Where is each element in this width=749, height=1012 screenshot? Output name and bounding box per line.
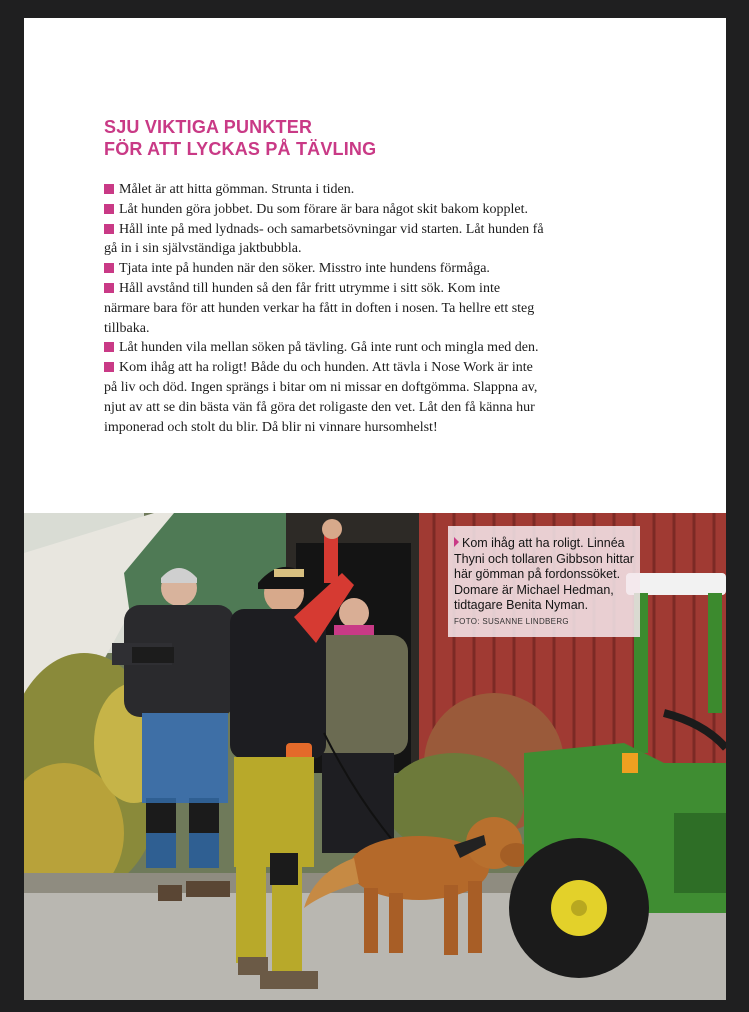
point-item: Håll inte på med lydnads- och samarbetsövningar vid starten. Låt hunden få gå in i sin självständiga jaktbubbla. [104,221,544,257]
point-item: Håll avstånd till hunden så den får fritt utrymme i sitt sök. Kom inte närmare bara för att hunden verkar ha fått in doften i nosen. Ta hellre ett steg tillbaka. [104,280,535,336]
point-item: Tjata inte på hunden när den söker. Misstro inte hundens förmåga. [104,259,549,279]
photo-credit: FOTO: SUSANNE LINDBERG [454,616,569,626]
point-item: Låt hunden vila mellan söken på tävling. Gå inte runt och mingla med den. [104,338,549,358]
square-bullet-icon [104,263,114,273]
square-bullet-icon [104,204,114,214]
caption-text: Kom ihåg att ha roligt. Linnéa Thyni och tollaren Gibbson hittar här gömman på fordonssöket. Domare är Michael Hedman, tidtagare Benita Nyman. [454,536,634,613]
point-item: Låt hunden göra jobbet. Du som förare är bara något skit bakom kopplet. [104,200,549,220]
square-bullet-icon [104,224,114,234]
photo-caption [448,526,640,637]
point-item: Kom ihåg att ha roligt! Både du och hunden. Att tävla i Nose Work är inte på liv och död. Ingen sprängs i bitar om ni missar en doftgömma. Slappna av, njut av att se din bästa vän få göra det roligaste den vet. Låt den få känna hur imponerad och stolt du blir. Då blir ni vinnare hursomhelst! [104,360,538,435]
heading-line-2: FÖR ATT LYCKAS PÅ TÄVLING [104,139,377,159]
square-bullet-icon [104,342,114,352]
caption-marker-icon [454,537,459,547]
heading-line-1: SJU VIKTIGA PUNKTER [104,117,313,137]
magazine-page [24,18,726,1000]
square-bullet-icon [104,283,114,293]
square-bullet-icon [104,184,114,194]
square-bullet-icon [104,362,114,372]
section-heading [104,116,376,160]
point-item: Målet är att hitta gömman. Strunta i tiden. [104,180,549,200]
points-list [104,180,549,437]
